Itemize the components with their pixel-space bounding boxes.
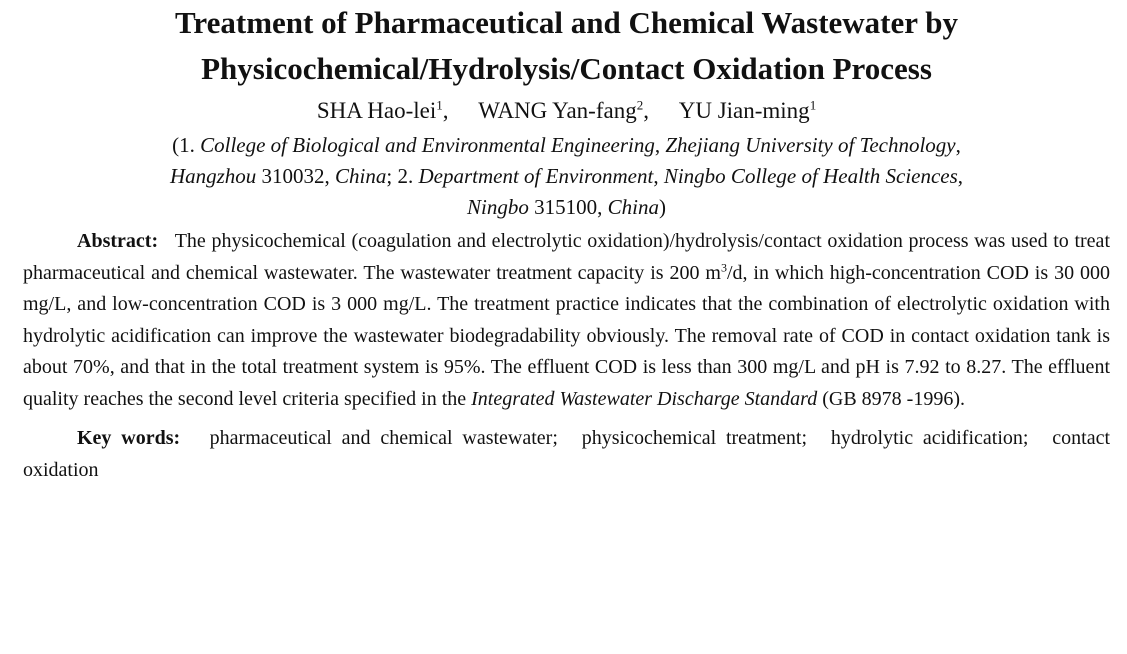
abstract-superscript: 3 <box>720 259 727 274</box>
keyword-item: physicochemical treatment; <box>581 427 808 449</box>
author-separator: , <box>442 98 449 123</box>
abstract <box>23 226 1110 415</box>
author-name: YU Jian-ming <box>678 98 810 123</box>
affil-2-department: Department of Environment <box>418 164 654 188</box>
affil-close: ) <box>658 195 666 219</box>
author-affiliation-mark: 2 <box>636 97 644 113</box>
keywords-label: Key words <box>77 427 174 449</box>
author-2 <box>478 94 649 128</box>
affil-separator: ; 2. <box>386 164 419 188</box>
keywords-colon: : <box>173 427 181 449</box>
keyword-item: hydrolytic acidification; <box>830 427 1029 449</box>
keywords <box>23 423 1110 486</box>
paper-title <box>23 0 1110 92</box>
title-line-1: Treatment of Pharmaceutical and Chemical Wastewater by <box>175 5 958 40</box>
title-line-2: Physicochemical/Hydrolysis/Contact Oxidation Process <box>201 51 932 86</box>
affil-2-country: China <box>607 195 659 219</box>
abstract-label: Abstract <box>77 230 152 252</box>
author-affiliation-mark: 1 <box>809 97 817 113</box>
abstract-colon: : <box>151 230 159 252</box>
keyword-item: contact oxidation <box>23 427 1111 481</box>
abstract-text-2: /d, in which high-concentration COD is 30 000 mg/L, and low-concentration COD is 3 000 mg/L. The treatment practice indicates that the combination of electrolytic oxidation with hydrolytic acidification can improve the wastewater biodegradability obviously. The removal rate of COD in contact oxidation tank is about 70%, and that in the total treatment system is 95%. The effluent COD is less than 300 mg/L and pH is 7.92 to 8.27. The effluent quality reaches the second level criteria specified in the <box>23 261 1110 410</box>
abstract-text-3: (GB 8978 -1996). <box>817 387 965 410</box>
author-affiliation-mark: 1 <box>436 97 443 113</box>
affil-1-city: Hangzhou <box>169 164 257 188</box>
affil-2-postcode: 315100 <box>534 195 598 219</box>
author-list <box>23 94 1110 128</box>
affil-1-university: Zhejiang University of Technology <box>665 133 956 157</box>
keyword-item: pharmaceutical and chemical wastewater; <box>209 427 558 449</box>
abstract-text-1: The physicochemical (coagulation and electrolytic oxidation)/hydrolysis/contact oxidation process was used to treat pharmaceutical and chemical wastewater. The wastewater treatment capacity is 200 m <box>23 230 1110 284</box>
author-3 <box>679 94 816 128</box>
author-name: WANG Yan-fang <box>478 98 637 123</box>
affil-1-college: College of Biological and Environmental Engineering <box>200 133 655 157</box>
affiliations: (1. College of Biological and Environmental Engineering, Zhejiang University of Technology, Hangzhou 310032, China; 2. Department of Environment, Ningbo College of Health Sciences, Ningbo 315100, China) <box>169 133 964 219</box>
affil-1-postcode: 310032 <box>261 164 325 188</box>
affil-1-country: China <box>335 164 387 188</box>
affil-2-college: Ningbo College of Health Sciences <box>663 164 958 188</box>
abstract-standard-name: Integrated Wastewater Discharge Standard <box>471 387 818 410</box>
affil-open: (1. <box>172 133 201 157</box>
affil-2-city: Ningbo <box>467 195 529 219</box>
author-name: SHA Hao-lei <box>316 98 437 123</box>
author-separator: , <box>643 98 649 123</box>
author-1 <box>317 94 449 128</box>
